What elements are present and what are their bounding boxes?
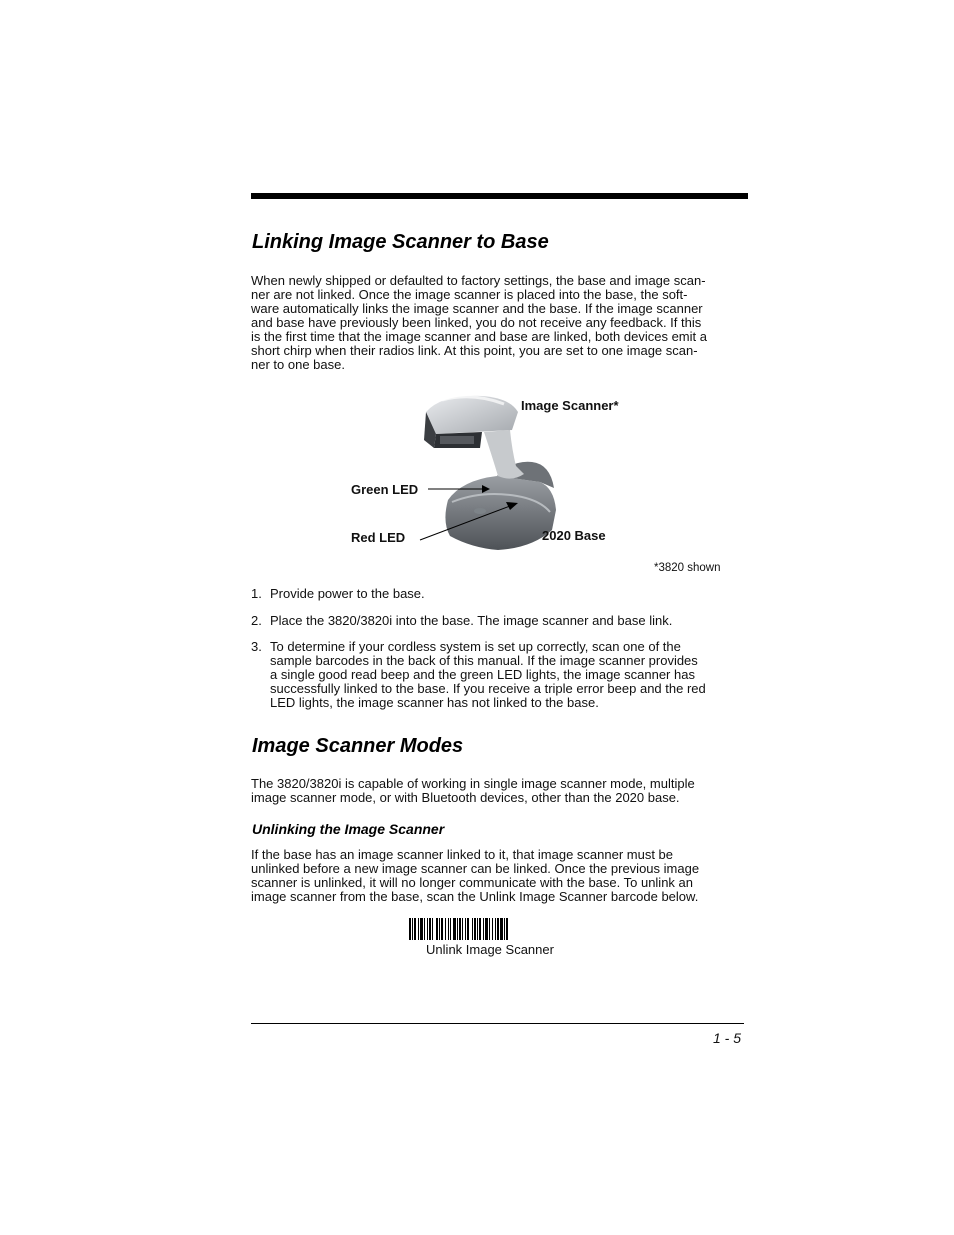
paragraph-line: scanner is unlinked, it will no longer communicate with the base. To unlink an	[251, 875, 693, 890]
step-2	[251, 614, 751, 628]
barcode-bar	[467, 918, 469, 940]
step-text: LED lights, the image scanner has not linked to the base.	[270, 695, 599, 710]
bottom-rule	[251, 1023, 744, 1024]
barcode-bar	[432, 918, 433, 940]
paragraph-line: is the first time that the image scanner and base are linked, both devices emit a	[251, 329, 707, 344]
step-3	[251, 640, 751, 710]
step-text: a single good read beep and the green LED lights, the image scanner has	[270, 667, 695, 682]
paragraph-line: ware automatically links the image scanner and the base. If the image scanner	[251, 301, 703, 316]
callout-red-led: Red LED	[351, 530, 406, 545]
barcode-bar	[492, 918, 493, 940]
barcode-bar	[450, 918, 451, 940]
barcode-bar	[500, 918, 503, 940]
barcode-bar	[506, 918, 508, 940]
step-1	[251, 587, 751, 601]
barcode-bar	[465, 918, 466, 940]
step-text: successfully linked to the base. If you receive a triple error beep and the red	[270, 681, 706, 696]
barcode-bar	[424, 918, 425, 940]
barcode-bar	[439, 918, 440, 940]
barcode-bar	[474, 918, 476, 940]
barcode-bar	[418, 918, 419, 940]
subsection-paragraph	[251, 848, 751, 904]
barcode-bar	[495, 918, 496, 940]
barcode-bar	[457, 918, 458, 940]
paragraph-line: ner are not linked. Once the image scanner is placed into the base, the soft-	[251, 287, 688, 302]
paragraph-line: image scanner mode, or with Bluetooth devices, other than the 2020 base.	[251, 790, 680, 805]
barcode-bar	[504, 918, 505, 940]
step-text: Place the 3820/3820i into the base. The image scanner and base link.	[270, 613, 673, 628]
unlink-barcode[interactable]	[409, 918, 571, 940]
barcode-bar	[477, 918, 478, 940]
section2-paragraph	[251, 777, 751, 805]
barcode-bar	[420, 918, 423, 940]
barcode-bar	[483, 918, 484, 940]
barcode-bar	[412, 918, 413, 940]
barcode-bar	[497, 918, 499, 940]
barcode-bar	[485, 918, 488, 940]
barcode-bar	[453, 918, 456, 940]
step-number: 3.	[251, 639, 262, 654]
page-number: 1 - 5	[712, 1030, 741, 1046]
paragraph-line: unlinked before a new image scanner can be linked. Once the previous image	[251, 861, 700, 876]
step-text: sample barcodes in the back of this manual. If the image scanner provides	[270, 653, 698, 668]
barcode-bar	[448, 918, 449, 940]
barcode-bar	[462, 918, 463, 940]
subsection-title-unlinking: Unlinking the Image Scanner	[252, 821, 445, 837]
red-led-arrowhead	[506, 502, 518, 510]
barcode-bar	[489, 918, 490, 940]
paragraph-line: ner to one base.	[251, 357, 345, 372]
barcode-bar	[429, 918, 431, 940]
step-number: 2.	[251, 613, 262, 628]
section-title-modes: Image Scanner Modes	[252, 735, 464, 757]
barcode-bar	[427, 918, 428, 940]
barcode-bar	[445, 918, 446, 940]
paragraph-line: When newly shipped or defaulted to factory settings, the base and image scan-	[251, 273, 706, 288]
callout-image-scanner: Image Scanner*	[521, 398, 619, 413]
paragraph-line: and base have previously been linked, you do not receive any feedback. If this	[251, 315, 702, 330]
barcode-bar	[441, 918, 443, 940]
paragraph-line: image scanner from the base, scan the Unlink Image Scanner barcode below.	[251, 889, 699, 904]
barcode-bar	[436, 918, 438, 940]
paragraph-line: short chirp when their radios link. At this point, you are set to one image scan-	[251, 343, 698, 358]
barcode-bar	[409, 918, 411, 940]
callout-green-led: Green LED	[351, 482, 419, 497]
barcode-caption: Unlink Image Scanner	[426, 942, 554, 957]
step-number: 1.	[251, 586, 262, 601]
callout-2020-base: 2020 Base	[542, 528, 606, 543]
section-title-linking: Linking Image Scanner to Base	[252, 231, 549, 253]
green-led-arrowhead	[482, 485, 490, 493]
barcode-bar	[479, 918, 481, 940]
barcode-bar	[414, 918, 416, 940]
red-led-leader-line	[420, 506, 510, 540]
step-text: Provide power to the base.	[270, 586, 425, 601]
barcode-bar	[459, 918, 461, 940]
paragraph-line: If the base has an image scanner linked to it, that image scanner must be	[251, 847, 674, 862]
paragraph-line: The 3820/3820i is capable of working in single image scanner mode, multiple	[251, 776, 695, 791]
step-text: To determine if your cordless system is set up correctly, scan one of the	[270, 639, 681, 654]
figure-note: *3820 shown	[654, 562, 721, 574]
barcode-bar	[472, 918, 473, 940]
